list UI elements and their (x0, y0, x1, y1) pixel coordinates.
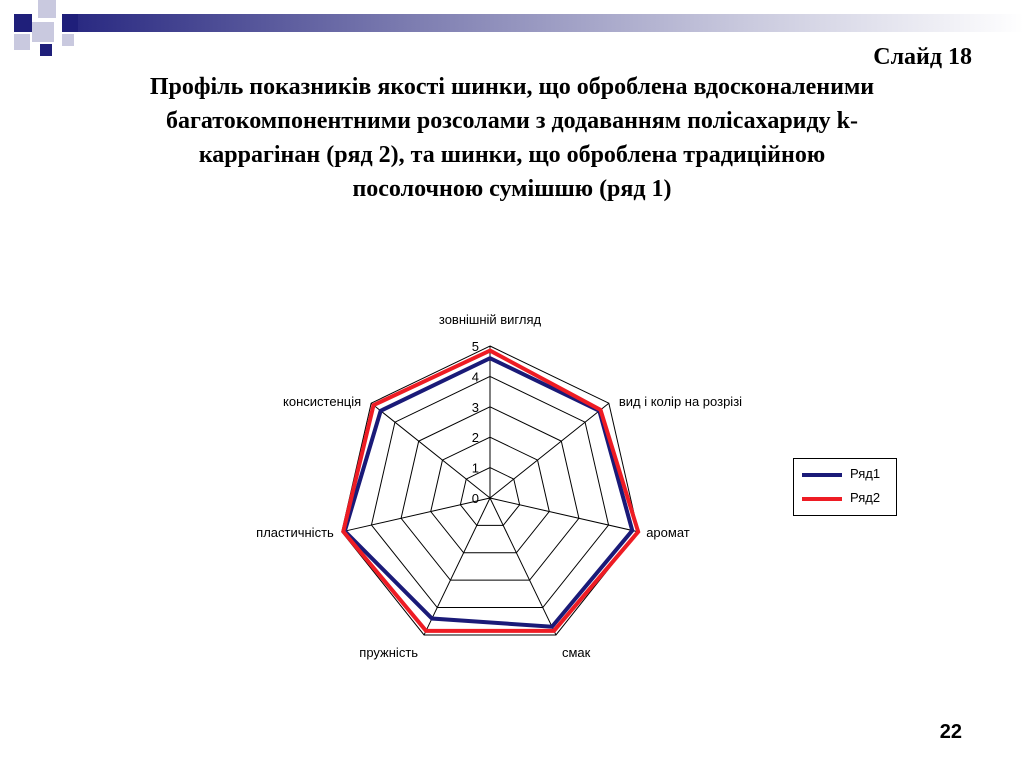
grid-spoke (371, 403, 490, 498)
radial-tick-label: 3 (471, 399, 479, 415)
category-label: консистенція (283, 394, 362, 410)
category-label: аромат (646, 524, 690, 540)
title-line: Профіль показників якості шинки, що оброблена вдосконаленими (149, 74, 875, 100)
legend-swatch-series2 (802, 497, 842, 501)
legend-label-series2: Ряд2 (850, 490, 881, 505)
radial-tick-label: 2 (471, 430, 479, 446)
category-label: пластичність (256, 524, 334, 540)
category-label: смак (561, 644, 591, 660)
legend-label-series1: Ряд1 (850, 466, 881, 481)
legend-swatch-series1 (802, 473, 842, 477)
title-line: каррагінан (ряд 2), та шинки, що оброблена традиційною (198, 142, 826, 168)
slide-number: Слайд 18 (873, 44, 972, 70)
radial-tick-label: 0 (471, 491, 479, 506)
category-label: пружність (359, 644, 419, 660)
category-label: вид і колір на розрізі (618, 394, 743, 410)
title-line: посолочною сумішшю (ряд 1) (352, 176, 672, 202)
radial-tick-label: 4 (471, 369, 479, 385)
grid-spoke (490, 498, 556, 635)
radial-tick-label: 5 (471, 339, 479, 354)
grid-spoke (424, 498, 490, 635)
category-label: зовнішній вигляд (438, 312, 542, 327)
page-number: 22 (939, 721, 962, 743)
grid-spoke (490, 498, 638, 532)
chart-legend (793, 458, 897, 516)
grid-spoke (342, 498, 490, 532)
title-line: багатокомпонентними розсолами з додаванням полісахариду k- (166, 108, 858, 134)
grid-spoke (490, 403, 609, 498)
radial-tick-label: 1 (471, 460, 479, 476)
